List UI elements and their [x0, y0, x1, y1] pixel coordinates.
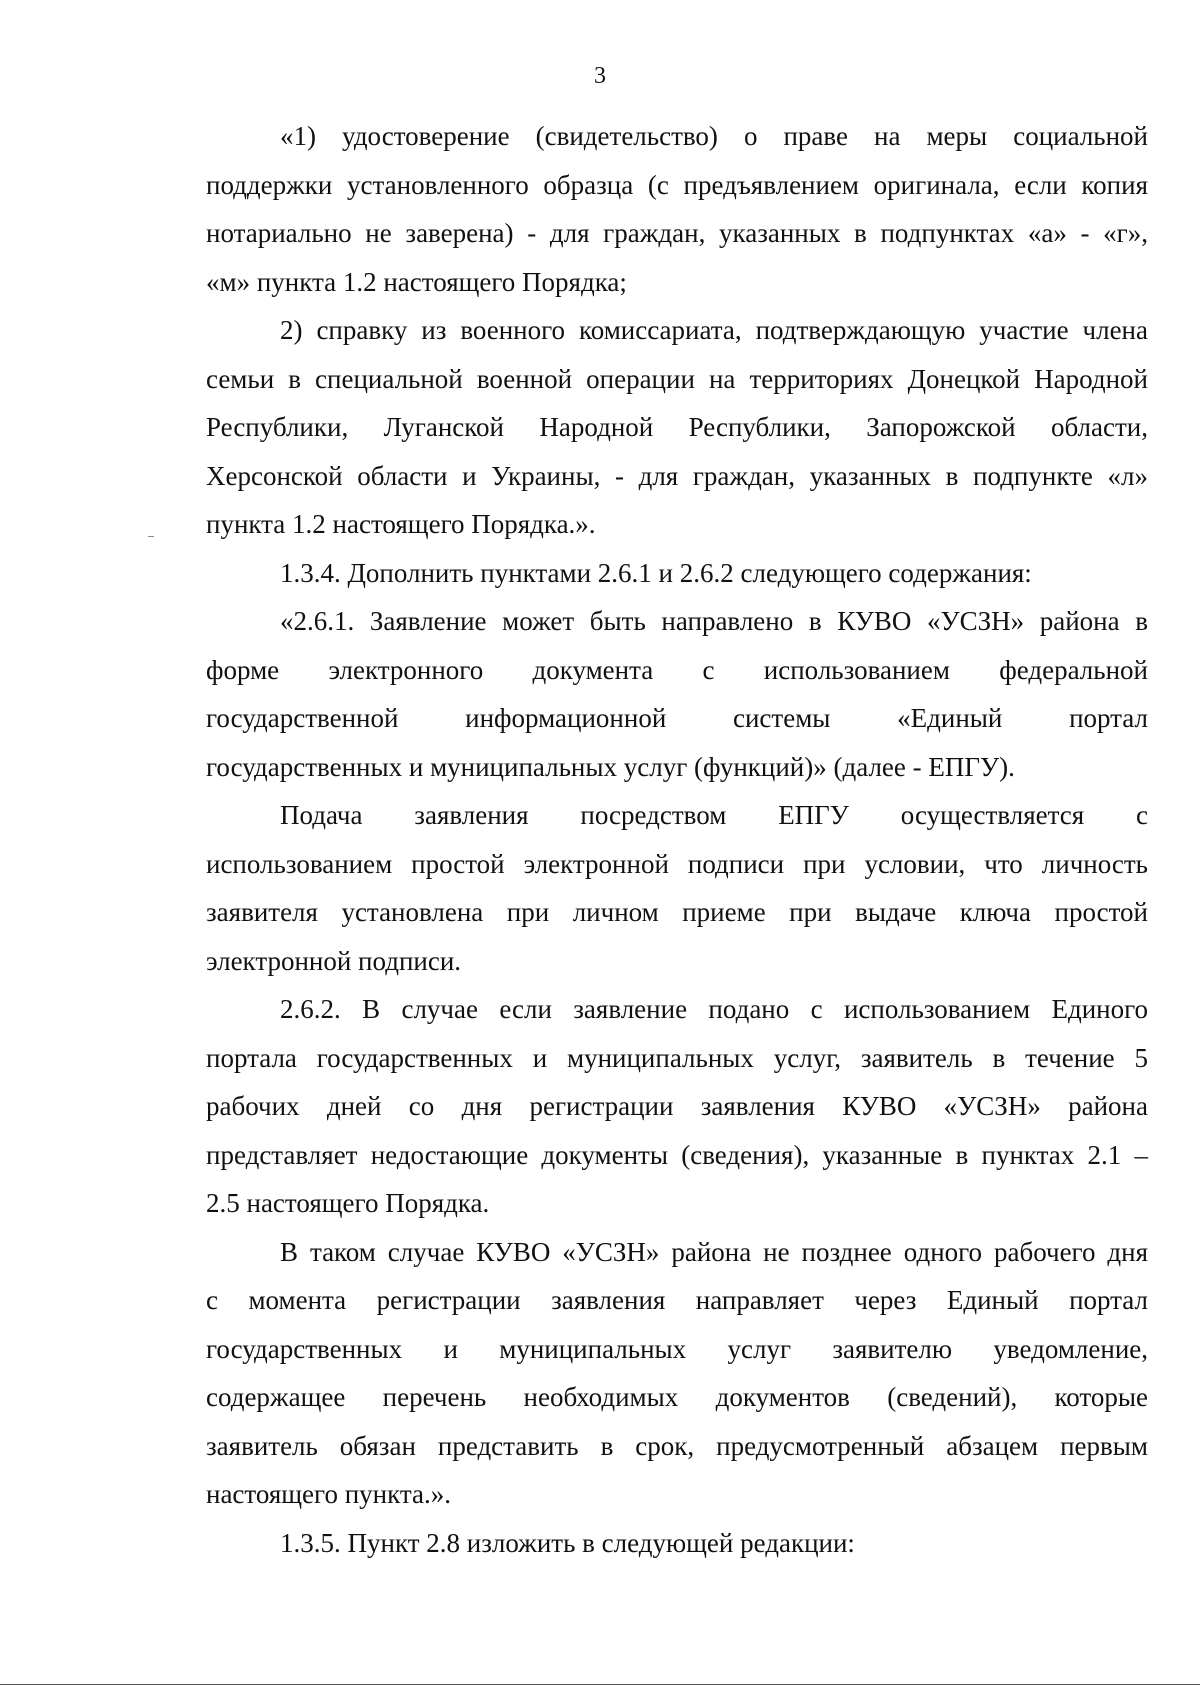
paragraph-8 — [206, 1519, 1148, 1568]
paragraph-1 — [206, 112, 1148, 306]
paragraph-5 — [206, 791, 1148, 985]
text-line: В таком случае КУВО «УСЗН» района не позднее одного рабочего дня — [280, 1236, 1148, 1267]
text-line: нотариально не заверена) - для граждан, указанных в подпунктах «а» - «г», — [206, 218, 1148, 248]
text-line: пункта 1.2 настоящего Порядка.». — [206, 509, 596, 539]
text-line: заявитель обязан представить в срок, предусмотренный абзацем первым — [206, 1430, 1148, 1461]
text-line: «2.6.1. Заявление может быть направлено в КУВО «УСЗН» района в — [280, 606, 1148, 636]
text-line: Херсонской области и Украины, - для граждан, указанных в подпункте «л» — [206, 460, 1148, 491]
paragraph-4 — [206, 597, 1148, 791]
document-body — [206, 112, 1148, 1567]
text-line: использованием простой электронной подписи при условии, что личность — [206, 848, 1148, 879]
text-line: 2.6.2. В случае если заявление подано с использованием Единого — [280, 994, 1148, 1024]
text-line: портала государственных и муниципальных услуг, заявитель в течение 5 — [206, 1042, 1148, 1073]
text-line: Республики, Луганской Народной Республики, Запорожской области, — [206, 412, 1148, 442]
margin-mark — [148, 536, 154, 537]
text-line: 1.3.5. Пункт 2.8 изложить в следующей редакции: — [280, 1527, 855, 1558]
page-number: 3 — [594, 63, 606, 89]
text-line: государственной информационной системы «Единый портал — [206, 703, 1148, 733]
text-line: поддержки установленного образца (с предъявлением оригинала, если копия — [206, 169, 1148, 200]
paragraph-7 — [206, 1228, 1148, 1519]
text-line: 1.3.4. Дополнить пунктами 2.6.1 и 2.6.2 следующего содержания: — [280, 557, 1032, 588]
text-line: настоящего пункта.». — [206, 1479, 451, 1509]
paragraph-3 — [206, 549, 1148, 598]
paragraph-6 — [206, 985, 1148, 1228]
text-line: «1) удостоверение (свидетельство) о праве на меры социальной — [280, 121, 1148, 151]
page-bottom-edge — [0, 1684, 1200, 1685]
text-line: «м» пункта 1.2 настоящего Порядка; — [206, 266, 627, 297]
text-line: представляет недостающие документы (сведения), указанные в пунктах 2.1 – — [206, 1139, 1148, 1170]
text-line: 2.5 настоящего Порядка. — [206, 1188, 490, 1218]
text-line: электронной подписи. — [206, 945, 462, 976]
text-line: заявителя установлена при личном приеме при выдаче ключа простой — [206, 897, 1148, 927]
paragraph-2 — [206, 306, 1148, 549]
text-line: с момента регистрации заявления направляет через Единый портал — [206, 1285, 1148, 1315]
text-line: Подача заявления посредством ЕПГУ осуществляется с — [280, 800, 1148, 830]
text-line: семьи в специальной военной операции на территориях Донецкой Народной — [206, 363, 1148, 394]
text-line: государственных и муниципальных услуг заявителю уведомление, — [206, 1333, 1148, 1364]
text-line: содержащее перечень необходимых документов (сведений), которые — [206, 1382, 1148, 1412]
text-line: форме электронного документа с использованием федеральной — [206, 654, 1148, 685]
text-line: 2) справку из военного комиссариата, подтверждающую участие члена — [280, 315, 1148, 345]
text-line: рабочих дней со дня регистрации заявления КУВО «УСЗН» района — [206, 1091, 1148, 1121]
text-line: государственных и муниципальных услуг (функций)» (далее - ЕПГУ). — [206, 751, 1015, 782]
